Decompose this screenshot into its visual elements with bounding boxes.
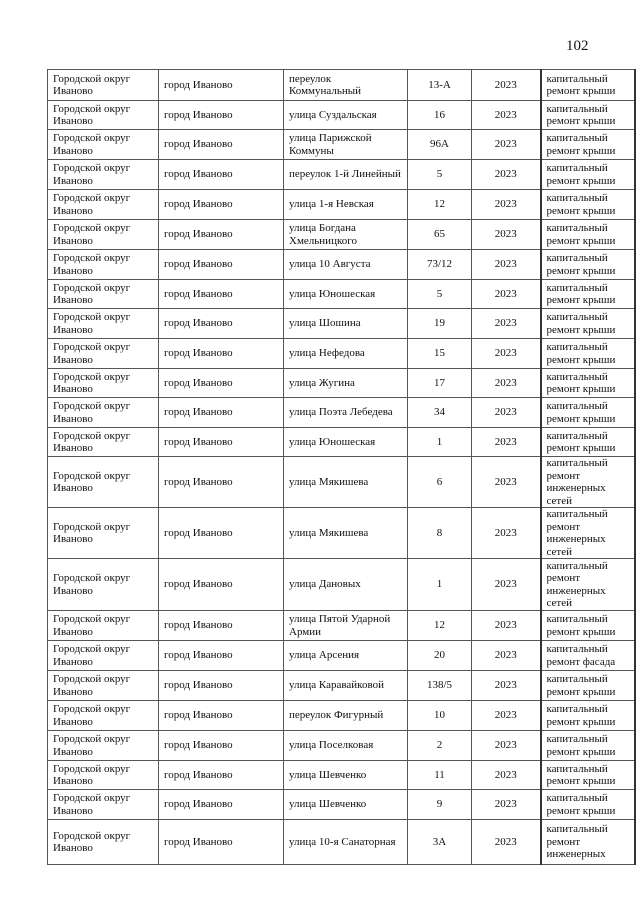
street-cell: улица Поселковая bbox=[284, 731, 408, 761]
year-cell: 2023 bbox=[472, 398, 541, 428]
street-cell: улица 10-я Санаторная bbox=[284, 820, 408, 865]
house-number-cell: 1 bbox=[408, 559, 472, 611]
street-cell: переулок Коммунальный bbox=[284, 70, 408, 101]
year-cell: 2023 bbox=[472, 428, 541, 457]
table-row bbox=[48, 428, 635, 457]
house-number-cell: 138/5 bbox=[408, 671, 472, 701]
table-row bbox=[48, 611, 635, 641]
work-type-cell: капитальный ремонт крыши bbox=[541, 761, 635, 790]
house-number-cell: 6 bbox=[408, 457, 472, 508]
house-number-cell: 34 bbox=[408, 398, 472, 428]
table-row bbox=[48, 130, 635, 160]
city-cell: город Иваново bbox=[159, 160, 284, 190]
year-cell: 2023 bbox=[472, 611, 541, 641]
district-cell: Городской округ Иваново bbox=[48, 457, 159, 508]
work-type-cell: капитальный ремонт крыши bbox=[541, 369, 635, 398]
city-cell: город Иваново bbox=[159, 641, 284, 671]
city-cell: город Иваново bbox=[159, 671, 284, 701]
city-cell: город Иваново bbox=[159, 790, 284, 820]
table-row bbox=[48, 731, 635, 761]
street-cell: улица Шошина bbox=[284, 309, 408, 339]
table-row bbox=[48, 508, 635, 559]
work-type-cell: капитальный ремонт фасада bbox=[541, 641, 635, 671]
work-type-cell: капитальный ремонт инженерных bbox=[541, 820, 635, 865]
house-number-cell: 12 bbox=[408, 611, 472, 641]
house-number-cell: 65 bbox=[408, 220, 472, 250]
work-type-cell: капитальный ремонт крыши bbox=[541, 428, 635, 457]
district-cell: Городской округ Иваново bbox=[48, 790, 159, 820]
table-row bbox=[48, 160, 635, 190]
city-cell: город Иваново bbox=[159, 508, 284, 559]
work-type-cell: капитальный ремонт крыши bbox=[541, 130, 635, 160]
house-number-cell: 15 bbox=[408, 339, 472, 369]
house-number-cell: 9 bbox=[408, 790, 472, 820]
year-cell: 2023 bbox=[472, 761, 541, 790]
street-cell: улица Пятой Ударной Армии bbox=[284, 611, 408, 641]
work-type-cell: капитальный ремонт инженерных сетей bbox=[541, 559, 635, 611]
city-cell: город Иваново bbox=[159, 250, 284, 280]
year-cell: 2023 bbox=[472, 130, 541, 160]
house-number-cell: 2 bbox=[408, 731, 472, 761]
house-number-cell: 5 bbox=[408, 160, 472, 190]
table-row bbox=[48, 101, 635, 130]
street-cell: переулок 1-й Линейный bbox=[284, 160, 408, 190]
table-row bbox=[48, 671, 635, 701]
city-cell: город Иваново bbox=[159, 309, 284, 339]
work-type-cell: капитальный ремонт крыши bbox=[541, 101, 635, 130]
house-number-cell: 20 bbox=[408, 641, 472, 671]
house-number-cell: 73/12 bbox=[408, 250, 472, 280]
table-row bbox=[48, 369, 635, 398]
year-cell: 2023 bbox=[472, 160, 541, 190]
street-cell: улица Дановых bbox=[284, 559, 408, 611]
work-type-cell: капитальный ремонт крыши bbox=[541, 731, 635, 761]
year-cell: 2023 bbox=[472, 701, 541, 731]
year-cell: 2023 bbox=[472, 559, 541, 611]
work-type-cell: капитальный ремонт крыши bbox=[541, 70, 635, 101]
street-cell: улица Юношеская bbox=[284, 280, 408, 309]
page-number: 102 bbox=[566, 38, 589, 54]
district-cell: Городской округ Иваново bbox=[48, 611, 159, 641]
street-cell: улица Богдана Хмельницкого bbox=[284, 220, 408, 250]
house-number-cell: 8 bbox=[408, 508, 472, 559]
street-cell: улица Жугина bbox=[284, 369, 408, 398]
year-cell: 2023 bbox=[472, 250, 541, 280]
city-cell: город Иваново bbox=[159, 220, 284, 250]
table-row bbox=[48, 641, 635, 671]
street-cell: улица 1-я Невская bbox=[284, 190, 408, 220]
year-cell: 2023 bbox=[472, 309, 541, 339]
street-cell: улица 10 Августа bbox=[284, 250, 408, 280]
year-cell: 2023 bbox=[472, 731, 541, 761]
table-row bbox=[48, 220, 635, 250]
district-cell: Городской округ Иваново bbox=[48, 398, 159, 428]
district-cell: Городской округ Иваново bbox=[48, 559, 159, 611]
table-row bbox=[48, 398, 635, 428]
city-cell: город Иваново bbox=[159, 731, 284, 761]
district-cell: Городской округ Иваново bbox=[48, 309, 159, 339]
work-type-cell: капитальный ремонт крыши bbox=[541, 398, 635, 428]
year-cell: 2023 bbox=[472, 190, 541, 220]
year-cell: 2023 bbox=[472, 671, 541, 701]
district-cell: Городской округ Иваново bbox=[48, 508, 159, 559]
work-type-cell: капитальный ремонт крыши bbox=[541, 339, 635, 369]
street-cell: улица Нефедова bbox=[284, 339, 408, 369]
city-cell: город Иваново bbox=[159, 761, 284, 790]
work-type-cell: капитальный ремонт крыши bbox=[541, 250, 635, 280]
city-cell: город Иваново bbox=[159, 559, 284, 611]
work-type-cell: капитальный ремонт крыши bbox=[541, 190, 635, 220]
city-cell: город Иваново bbox=[159, 701, 284, 731]
table-row bbox=[48, 309, 635, 339]
year-cell: 2023 bbox=[472, 339, 541, 369]
city-cell: город Иваново bbox=[159, 339, 284, 369]
work-type-cell: капитальный ремонт крыши bbox=[541, 701, 635, 731]
year-cell: 2023 bbox=[472, 70, 541, 101]
street-cell: улица Поэта Лебедева bbox=[284, 398, 408, 428]
table-row bbox=[48, 790, 635, 820]
city-cell: город Иваново bbox=[159, 101, 284, 130]
work-type-cell: капитальный ремонт крыши bbox=[541, 611, 635, 641]
table-row bbox=[48, 820, 635, 865]
street-cell: переулок Фигурный bbox=[284, 701, 408, 731]
house-number-cell: 96А bbox=[408, 130, 472, 160]
street-cell: улица Суздальская bbox=[284, 101, 408, 130]
year-cell: 2023 bbox=[472, 369, 541, 398]
table-row bbox=[48, 190, 635, 220]
work-type-cell: капитальный ремонт крыши bbox=[541, 309, 635, 339]
city-cell: город Иваново bbox=[159, 369, 284, 398]
work-type-cell: капитальный ремонт крыши bbox=[541, 280, 635, 309]
table-row bbox=[48, 457, 635, 508]
table-row bbox=[48, 761, 635, 790]
district-cell: Городской округ Иваново bbox=[48, 101, 159, 130]
district-cell: Городской округ Иваново bbox=[48, 160, 159, 190]
year-cell: 2023 bbox=[472, 280, 541, 309]
street-cell: улица Юношеская bbox=[284, 428, 408, 457]
street-cell: улица Шевченко bbox=[284, 790, 408, 820]
year-cell: 2023 bbox=[472, 457, 541, 508]
house-number-cell: 16 bbox=[408, 101, 472, 130]
district-cell: Городской округ Иваново bbox=[48, 130, 159, 160]
work-type-cell: капитальный ремонт инженерных сетей bbox=[541, 457, 635, 508]
district-cell: Городской округ Иваново bbox=[48, 70, 159, 101]
district-cell: Городской округ Иваново bbox=[48, 820, 159, 865]
work-type-cell: капитальный ремонт крыши bbox=[541, 160, 635, 190]
street-cell: улица Мякишева bbox=[284, 457, 408, 508]
year-cell: 2023 bbox=[472, 641, 541, 671]
street-cell: улица Шевченко bbox=[284, 761, 408, 790]
city-cell: город Иваново bbox=[159, 130, 284, 160]
year-cell: 2023 bbox=[472, 508, 541, 559]
work-type-cell: капитальный ремонт крыши bbox=[541, 790, 635, 820]
year-cell: 2023 bbox=[472, 790, 541, 820]
work-type-cell: капитальный ремонт инженерных сетей bbox=[541, 508, 635, 559]
district-cell: Городской округ Иваново bbox=[48, 250, 159, 280]
city-cell: город Иваново bbox=[159, 820, 284, 865]
year-cell: 2023 bbox=[472, 820, 541, 865]
house-number-cell: 3А bbox=[408, 820, 472, 865]
house-number-cell: 1 bbox=[408, 428, 472, 457]
house-number-cell: 10 bbox=[408, 701, 472, 731]
district-cell: Городской округ Иваново bbox=[48, 190, 159, 220]
table-row bbox=[48, 339, 635, 369]
house-number-cell: 5 bbox=[408, 280, 472, 309]
city-cell: город Иваново bbox=[159, 611, 284, 641]
work-type-cell: капитальный ремонт крыши bbox=[541, 220, 635, 250]
work-type-cell: капитальный ремонт крыши bbox=[541, 671, 635, 701]
district-cell: Городской округ Иваново bbox=[48, 220, 159, 250]
district-cell: Городской округ Иваново bbox=[48, 671, 159, 701]
city-cell: город Иваново bbox=[159, 70, 284, 101]
house-number-cell: 13-А bbox=[408, 70, 472, 101]
city-cell: город Иваново bbox=[159, 398, 284, 428]
district-cell: Городской округ Иваново bbox=[48, 280, 159, 309]
house-number-cell: 11 bbox=[408, 761, 472, 790]
district-cell: Городской округ Иваново bbox=[48, 761, 159, 790]
table-row bbox=[48, 70, 635, 101]
house-number-cell: 17 bbox=[408, 369, 472, 398]
year-cell: 2023 bbox=[472, 101, 541, 130]
city-cell: город Иваново bbox=[159, 190, 284, 220]
house-number-cell: 12 bbox=[408, 190, 472, 220]
buildings-table bbox=[47, 69, 636, 865]
district-cell: Городской округ Иваново bbox=[48, 701, 159, 731]
street-cell: улица Парижской Коммуны bbox=[284, 130, 408, 160]
table-row bbox=[48, 280, 635, 309]
district-cell: Городской округ Иваново bbox=[48, 641, 159, 671]
street-cell: улица Мякишева bbox=[284, 508, 408, 559]
year-cell: 2023 bbox=[472, 220, 541, 250]
street-cell: улица Каравайковой bbox=[284, 671, 408, 701]
house-number-cell: 19 bbox=[408, 309, 472, 339]
district-cell: Городской округ Иваново bbox=[48, 731, 159, 761]
table-row bbox=[48, 559, 635, 611]
district-cell: Городской округ Иваново bbox=[48, 428, 159, 457]
city-cell: город Иваново bbox=[159, 280, 284, 309]
district-cell: Городской округ Иваново bbox=[48, 369, 159, 398]
table-row bbox=[48, 250, 635, 280]
street-cell: улица Арсения bbox=[284, 641, 408, 671]
table-row bbox=[48, 701, 635, 731]
city-cell: город Иваново bbox=[159, 457, 284, 508]
district-cell: Городской округ Иваново bbox=[48, 339, 159, 369]
city-cell: город Иваново bbox=[159, 428, 284, 457]
